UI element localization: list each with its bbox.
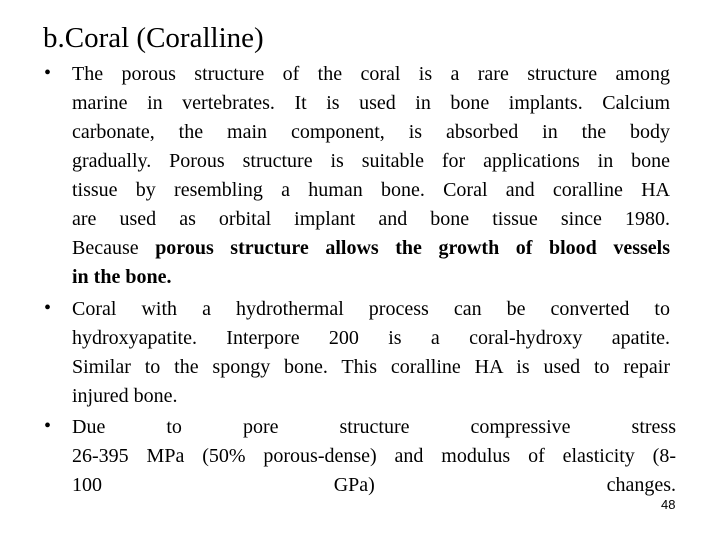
line-text: injured bone. — [72, 385, 178, 407]
bullet-icon: • — [44, 415, 52, 437]
bullet-2-line — [72, 382, 670, 411]
page-number: 48 — [661, 497, 676, 512]
line-text: 26-395 MPa (50% porous-dense) and modulus of elasticity (8- — [72, 445, 676, 467]
emphasized-text: in the bone. — [72, 266, 172, 288]
line-text: Similar to the spongy bone. This coralline HA is used to repair — [72, 356, 670, 378]
bullet-3-line — [72, 471, 676, 500]
emphasized-text: porous structure allows the growth of blood vessels — [155, 237, 670, 259]
bullet-1-line — [72, 263, 670, 292]
bullet-1-line — [72, 60, 670, 89]
line-text: carbonate, the main component, is absorbed in the body — [72, 121, 670, 143]
line-text: hydroxyapatite. Interpore 200 is a coral-hydroxy apatite. — [72, 327, 670, 349]
bullet-1-line — [72, 147, 670, 176]
bullet-1-line — [72, 89, 670, 118]
bullet-2-line — [72, 324, 670, 353]
line-text: Because — [72, 237, 156, 259]
line-text: tissue by resembling a human bone. Coral and coralline HA — [72, 179, 670, 201]
line-text: are used as orbital implant and bone tissue since 1980. — [72, 208, 670, 230]
bullet-1-line — [72, 234, 670, 263]
bullet-1-line — [72, 118, 670, 147]
bullet-icon: • — [44, 297, 52, 319]
bullet-3-line — [72, 413, 676, 442]
line-text: 100 GPa) changes. — [72, 474, 676, 496]
bullet-2-line — [72, 295, 670, 324]
bullet-3-line — [72, 442, 676, 471]
bullet-2-line — [72, 353, 670, 382]
bullet-1-line — [72, 176, 670, 205]
bullet-1-line — [72, 205, 670, 234]
line-text: marine in vertebrates. It is used in bone implants. Calcium — [72, 92, 670, 114]
line-text: The porous structure of the coral is a rare structure among — [72, 63, 670, 85]
bullet-icon: • — [44, 62, 52, 84]
line-text: gradually. Porous structure is suitable for applications in bone — [72, 150, 670, 172]
line-text: Due to pore structure compressive stress — [72, 416, 676, 438]
slide-title: b.Coral (Coralline) — [43, 22, 264, 54]
line-text: Coral with a hydrothermal process can be converted to — [72, 298, 670, 320]
